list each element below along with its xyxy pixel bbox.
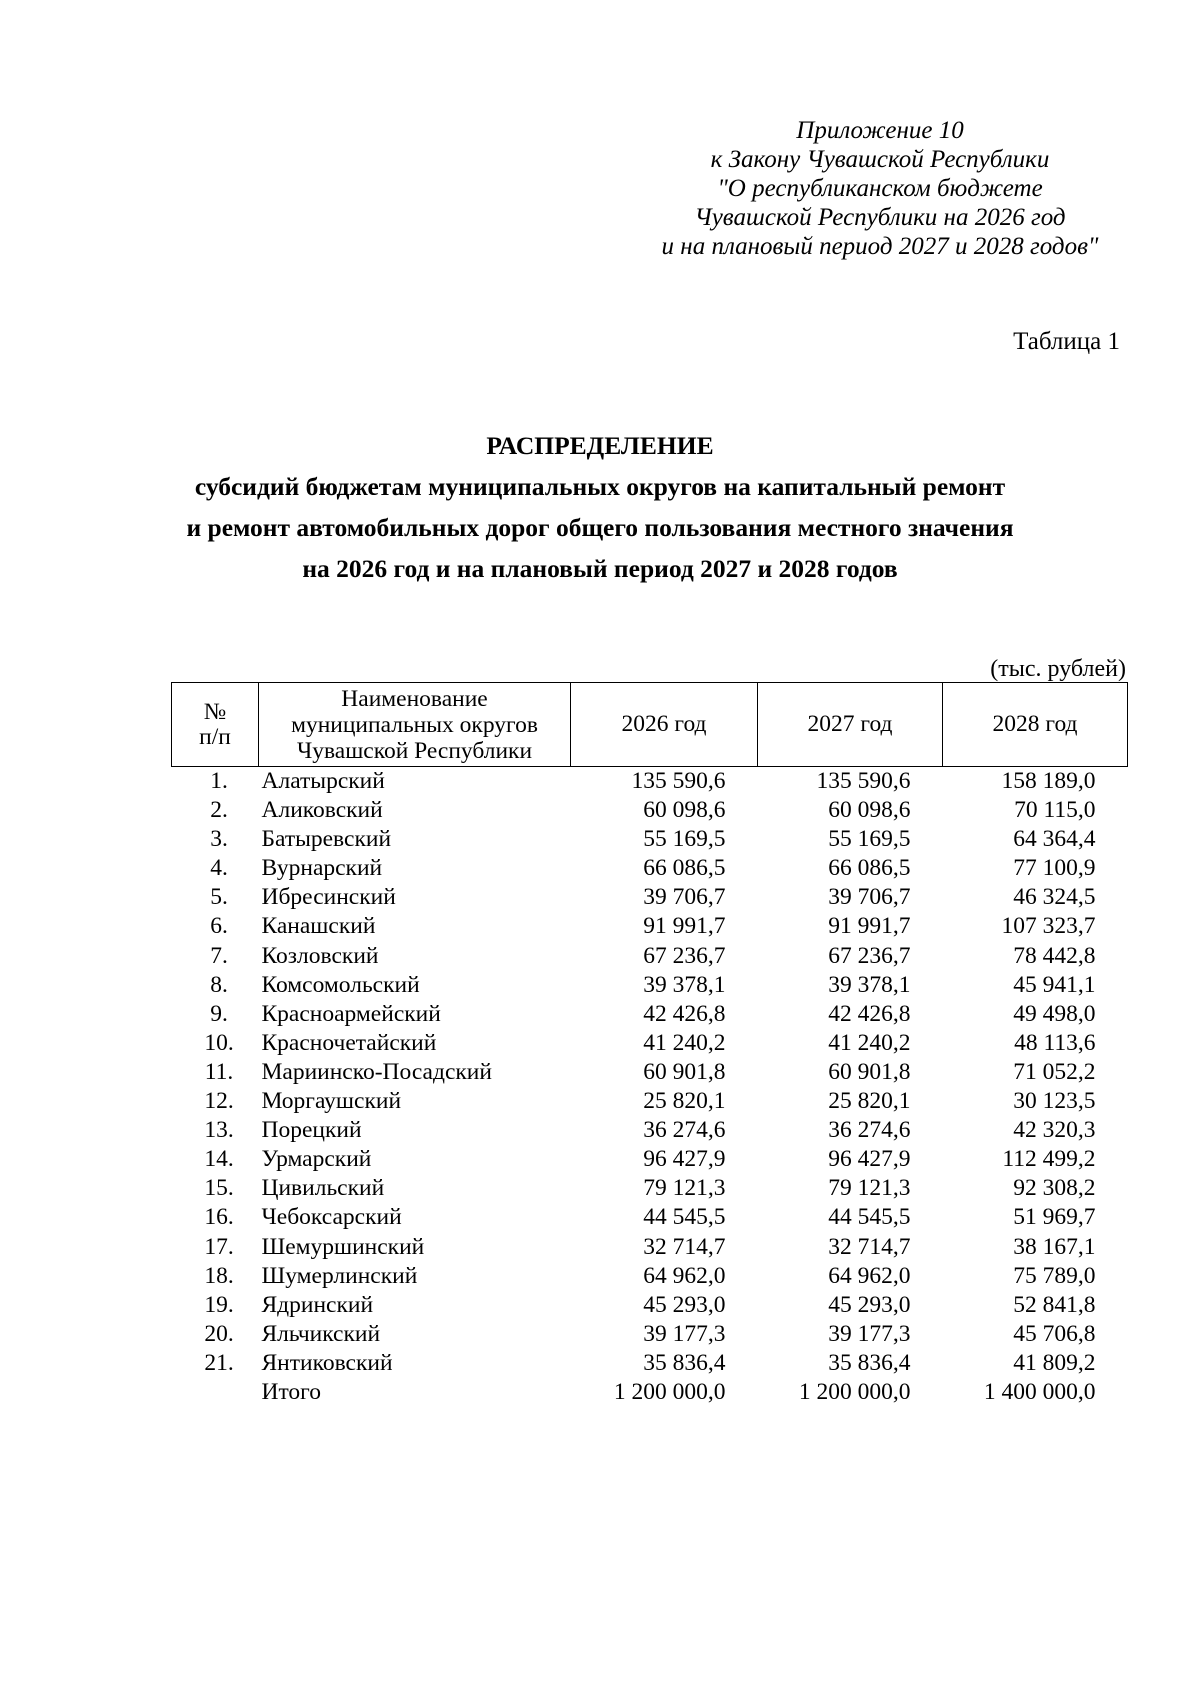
row-value-2027: 79 121,3 [828, 1175, 911, 1202]
row-value-2028: 49 498,0 [1013, 1000, 1096, 1027]
row-value-2026: 41 240,2 [643, 1029, 726, 1056]
table-row [172, 1349, 1128, 1378]
row-district-name: Цивильский [261, 1175, 385, 1202]
row-value-2026: 55 169,5 [643, 826, 726, 853]
row-number: 16. [204, 1204, 234, 1231]
appendix-reference [620, 116, 1140, 261]
row-value-2026: 67 236,7 [643, 942, 726, 969]
row-value-2026: 35 836,4 [643, 1349, 726, 1376]
row-value-2028: 41 809,2 [1013, 1349, 1096, 1376]
header-number [172, 683, 259, 767]
row-value-2027: 67 236,7 [828, 942, 911, 969]
row-number: 18. [204, 1262, 234, 1289]
row-value-2028: 1 400 000,0 [983, 1378, 1096, 1405]
table-row [172, 1262, 1128, 1291]
row-value-2026: 135 590,6 [631, 768, 726, 794]
row-value-2026: 60 098,6 [643, 797, 726, 824]
row-value-2027: 41 240,2 [828, 1029, 911, 1056]
row-value-2028: 70 115,0 [1014, 797, 1096, 824]
header-number-line: № [203, 698, 227, 725]
row-value-2026: 64 962,0 [643, 1262, 726, 1289]
table-row [172, 1116, 1128, 1145]
row-value-2028: 92 308,2 [1013, 1175, 1096, 1202]
row-number: 10. [204, 1029, 234, 1056]
table-row [172, 1058, 1128, 1087]
row-number: 14. [204, 1146, 234, 1173]
header-name [259, 683, 571, 767]
row-value-2027: 45 293,0 [828, 1291, 911, 1318]
row-value-2028: 30 123,5 [1013, 1088, 1096, 1115]
units-label: (тыс. рублей) [990, 656, 1126, 682]
row-value-2026: 32 714,7 [643, 1233, 726, 1260]
row-value-2027: 32 714,7 [828, 1233, 911, 1260]
row-value-2026: 42 426,8 [643, 1000, 726, 1027]
table-row [172, 825, 1128, 854]
row-district-name: Вурнарский [261, 855, 383, 882]
row-value-2028: 38 167,1 [1013, 1233, 1096, 1260]
table-row [172, 1029, 1128, 1058]
row-value-2027: 39 706,7 [828, 884, 911, 911]
row-number: 11. [204, 1058, 234, 1085]
row-number: 17. [204, 1233, 234, 1260]
row-value-2026: 44 545,5 [643, 1204, 726, 1231]
header-name-line: муниципальных округов [291, 711, 538, 738]
row-value-2026: 45 293,0 [643, 1291, 726, 1318]
row-district-name: Урмарский [261, 1146, 372, 1173]
row-value-2027: 135 590,6 [816, 768, 911, 794]
row-value-2026: 39 378,1 [643, 971, 726, 998]
row-district-name: Ибресинский [261, 884, 396, 911]
table-row [172, 854, 1128, 883]
row-number: 9. [210, 1000, 228, 1027]
row-number: 8. [210, 971, 228, 998]
row-number: 2. [210, 797, 228, 824]
row-number: 1. [210, 768, 228, 794]
table-header-row [172, 683, 1128, 767]
table-row [172, 1291, 1128, 1320]
row-number: 21. [204, 1349, 234, 1376]
appendix-line: Чувашской Республики на 2026 год [694, 204, 1066, 231]
document-title [100, 425, 1100, 589]
row-value-2026: 25 820,1 [643, 1088, 726, 1115]
title-line: субсидий бюджетам муниципальных округов на капитальный ремонт [194, 472, 1006, 501]
appendix-line: и на плановый период 2027 и 2028 годов" [661, 233, 1099, 260]
row-district-name: Аликовский [261, 797, 383, 824]
row-value-2027: 1 200 000,0 [798, 1378, 911, 1405]
row-value-2028: 77 100,9 [1013, 855, 1096, 882]
header-2026: 2026 год [571, 683, 758, 767]
row-district-name: Козловский [261, 942, 379, 969]
distribution-table [171, 682, 1128, 1407]
row-value-2028: 42 320,3 [1013, 1117, 1096, 1144]
table-row [172, 1087, 1128, 1116]
row-value-2027: 35 836,4 [828, 1349, 911, 1376]
row-number: 20. [204, 1320, 234, 1347]
row-value-2028: 75 789,0 [1013, 1262, 1096, 1289]
row-value-2026: 39 706,7 [643, 884, 726, 911]
table-row [172, 1233, 1128, 1262]
row-district-name: Итого [261, 1378, 321, 1405]
row-value-2027: 36 274,6 [828, 1117, 911, 1144]
header-number-line: п/п [199, 723, 231, 750]
row-value-2028: 52 841,8 [1013, 1291, 1096, 1318]
row-value-2028: 51 969,7 [1013, 1204, 1096, 1231]
table-row [172, 1320, 1128, 1349]
row-number: 7. [210, 942, 228, 969]
row-number: 15. [204, 1175, 234, 1202]
table-row [172, 1203, 1128, 1232]
row-value-2028: 46 324,5 [1013, 884, 1096, 911]
row-value-2026: 39 177,3 [643, 1320, 726, 1347]
table-total-row [172, 1378, 1128, 1407]
row-district-name: Яльчикский [261, 1320, 381, 1347]
row-value-2027: 60 901,8 [828, 1058, 911, 1085]
row-value-2026: 36 274,6 [643, 1117, 726, 1144]
row-number: 12. [204, 1088, 234, 1115]
row-value-2027: 96 427,9 [828, 1146, 911, 1173]
row-value-2028: 45 941,1 [1013, 971, 1096, 998]
row-number: 6. [210, 913, 228, 940]
row-district-name: Красноармейский [261, 1000, 441, 1027]
appendix-line: Приложение 10 [796, 117, 964, 144]
row-value-2027: 60 098,6 [828, 797, 911, 824]
row-value-2027: 25 820,1 [828, 1088, 911, 1115]
row-district-name: Моргаушский [261, 1088, 402, 1115]
row-value-2026: 60 901,8 [643, 1058, 726, 1085]
row-district-name: Красночетайский [261, 1029, 437, 1056]
table-row [172, 1174, 1128, 1203]
title-line: и ремонт автомобильных дорог общего пользования местного значения [186, 513, 1014, 542]
row-value-2026: 1 200 000,0 [613, 1378, 726, 1405]
row-value-2027: 39 177,3 [828, 1320, 911, 1347]
title-heading: РАСПРЕДЕЛЕНИЕ [486, 431, 714, 460]
row-value-2028: 107 323,7 [1001, 913, 1096, 940]
row-value-2026: 96 427,9 [643, 1146, 726, 1173]
row-number: 3. [210, 826, 228, 853]
row-value-2027: 44 545,5 [828, 1204, 911, 1231]
appendix-line: "О республиканском бюджете [717, 175, 1043, 202]
row-value-2028: 78 442,8 [1013, 942, 1096, 969]
row-value-2027: 64 962,0 [828, 1262, 911, 1289]
header-name-line: Чувашской Республики [296, 737, 533, 764]
row-number [172, 1378, 259, 1407]
row-value-2027: 42 426,8 [828, 1000, 911, 1027]
row-value-2028: 48 113,6 [1014, 1029, 1096, 1056]
row-district-name: Ядринский [261, 1291, 374, 1318]
header-2028: 2028 год [943, 683, 1128, 767]
row-value-2026: 79 121,3 [643, 1175, 726, 1202]
row-district-name: Чебоксарский [261, 1204, 402, 1231]
row-value-2028: 71 052,2 [1013, 1058, 1096, 1085]
row-value-2027: 39 378,1 [828, 971, 911, 998]
title-line: на 2026 год и на плановый период 2027 и 2028 годов [302, 554, 898, 583]
row-value-2028: 45 706,8 [1013, 1320, 1096, 1347]
table-row [172, 883, 1128, 912]
row-district-name: Комсомольский [261, 971, 420, 998]
table-row [172, 767, 1128, 797]
row-district-name: Мариинско-Посадский [261, 1058, 492, 1085]
table-number: Таблица 1 [1013, 328, 1120, 355]
table-row [172, 942, 1128, 971]
row-district-name: Шумерлинский [261, 1262, 418, 1289]
row-value-2028: 112 499,2 [1002, 1146, 1096, 1173]
header-name-line: Наименование [341, 685, 488, 712]
table-body [172, 767, 1128, 1408]
row-value-2028: 64 364,4 [1013, 826, 1096, 853]
row-number: 4. [210, 855, 228, 882]
row-district-name: Алатырский [261, 768, 385, 794]
row-district-name: Батыревский [261, 826, 392, 853]
table-row [172, 1145, 1128, 1174]
row-value-2027: 55 169,5 [828, 826, 911, 853]
row-district-name: Янтиковский [261, 1349, 393, 1376]
row-district-name: Шемуршинский [261, 1233, 425, 1260]
row-district-name: Порецкий [261, 1117, 362, 1144]
row-value-2027: 91 991,7 [828, 913, 911, 940]
row-value-2028: 158 189,0 [1001, 768, 1096, 794]
table-row [172, 971, 1128, 1000]
row-value-2026: 91 991,7 [643, 913, 726, 940]
row-number: 13. [204, 1117, 234, 1144]
row-value-2027: 66 086,5 [828, 855, 911, 882]
table-row [172, 1000, 1128, 1029]
row-value-2026: 66 086,5 [643, 855, 726, 882]
row-number: 5. [210, 884, 228, 911]
table-row [172, 796, 1128, 825]
header-2027: 2027 год [758, 683, 943, 767]
row-number: 19. [204, 1291, 234, 1318]
table-row [172, 912, 1128, 941]
appendix-line: к Закону Чувашской Республики [710, 146, 1050, 173]
row-district-name: Канашский [261, 913, 376, 940]
